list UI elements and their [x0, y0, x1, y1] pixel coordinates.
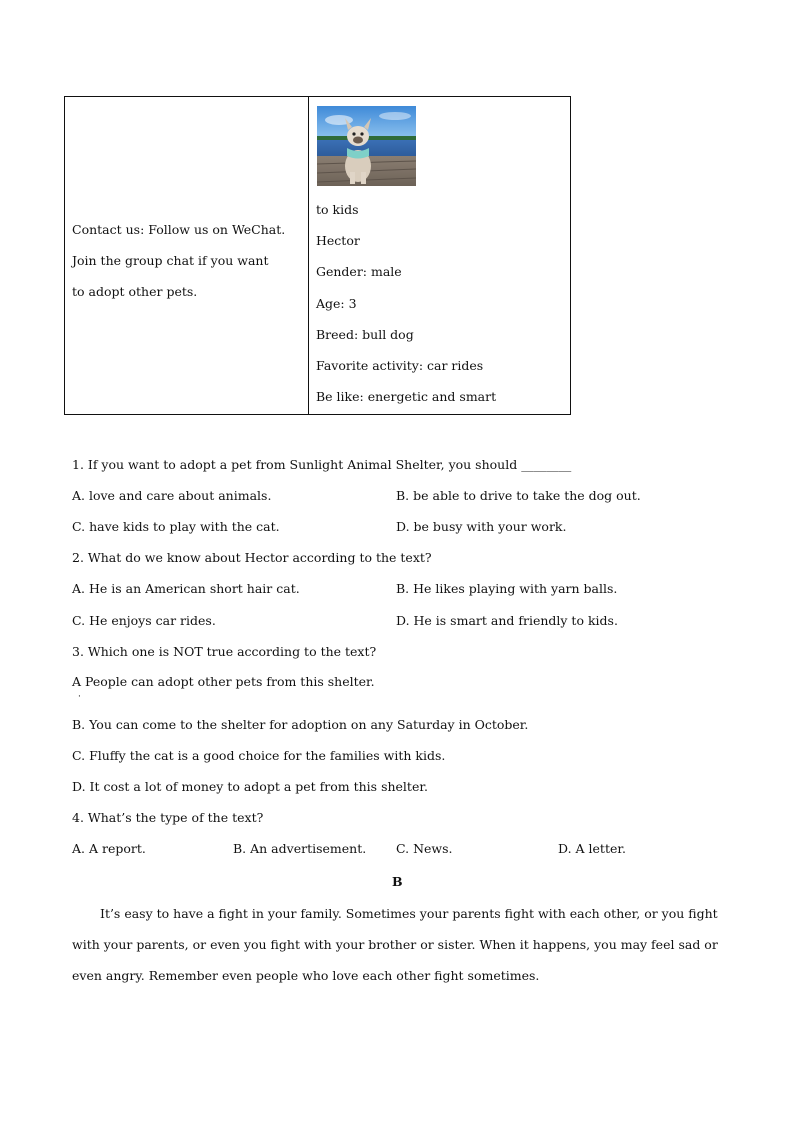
- question-4-option-a: A. A report.: [72, 841, 146, 856]
- question-3-option-b: B. You can come to the shelter for adoption on any Saturday in October.: [72, 717, 529, 732]
- question-2-stem: 2. What do we know about Hector according to the text?: [72, 550, 432, 565]
- pet-profile-text: [316, 194, 496, 412]
- pet-personality: Be like: energetic and smart: [316, 389, 497, 405]
- question-2-option-c: C. He enjoys car rides.: [72, 613, 216, 628]
- section-b-heading: B: [392, 874, 403, 889]
- question-1-option-a: A. love and care about animals.: [72, 488, 272, 503]
- contact-line: to adopt other pets.: [72, 284, 198, 299]
- question-4-stem: 4. What’s the type of the text?: [72, 810, 264, 825]
- question-1-option-b: B. be able to drive to take the dog out.: [396, 488, 641, 503]
- question-3-option-d: D. It cost a lot of money to adopt a pet from this shelter.: [72, 779, 428, 794]
- pet-name: Hector: [316, 233, 360, 249]
- question-4-option-b: B. An advertisement.: [233, 841, 367, 856]
- contact-line: Contact us: Follow us on WeChat.: [72, 222, 286, 237]
- question-1-option-d: D. be busy with your work.: [396, 519, 567, 534]
- question-4-option-c: C. News.: [396, 841, 453, 856]
- question-1-option-c: C. have kids to play with the cat.: [72, 519, 280, 534]
- pet-info-table: [64, 96, 571, 415]
- contact-line: Join the group chat if you want: [72, 253, 269, 268]
- question-3-option-c: C. Fluffy the cat is a good choice for the families with kids.: [72, 748, 446, 763]
- dog-photo: [317, 106, 416, 186]
- option-a-dot: ·: [78, 692, 81, 702]
- question-3-option-a: A People can adopt other pets from this shelter.: [72, 674, 375, 689]
- question-4-option-d: D. A letter.: [558, 841, 626, 856]
- pet-breed: Breed: bull dog: [316, 326, 414, 342]
- question-2-option-d: D. He is smart and friendly to kids.: [396, 613, 618, 628]
- pet-age: Age: 3: [316, 295, 357, 311]
- pet-gender: Gender: male: [316, 264, 402, 280]
- section-b-paragraph: [72, 898, 722, 991]
- question-2-option-b: B. He likes playing with yarn balls.: [396, 581, 618, 596]
- question-2-option-a: A. He is an American short hair cat.: [72, 581, 300, 596]
- question-1-stem: 1. If you want to adopt a pet from Sunlight Animal Shelter, you should ________: [72, 457, 572, 472]
- pet-profile-cell: [309, 97, 570, 414]
- section-b-text: It’s easy to have a fight in your family. Sometimes your parents fight with each other, or you fight with your parents, or even you fight with your brother or sister. When it happens, you may feel sad or even angry. Remember even people who love each other fight sometimes.: [72, 906, 718, 983]
- contact-cell: [65, 97, 309, 414]
- profile-line: to kids: [316, 202, 359, 217]
- contact-text: [72, 214, 304, 307]
- question-3-stem: 3. Which one is NOT true according to the text?: [72, 644, 377, 659]
- pet-activity: Favorite activity: car rides: [316, 358, 484, 374]
